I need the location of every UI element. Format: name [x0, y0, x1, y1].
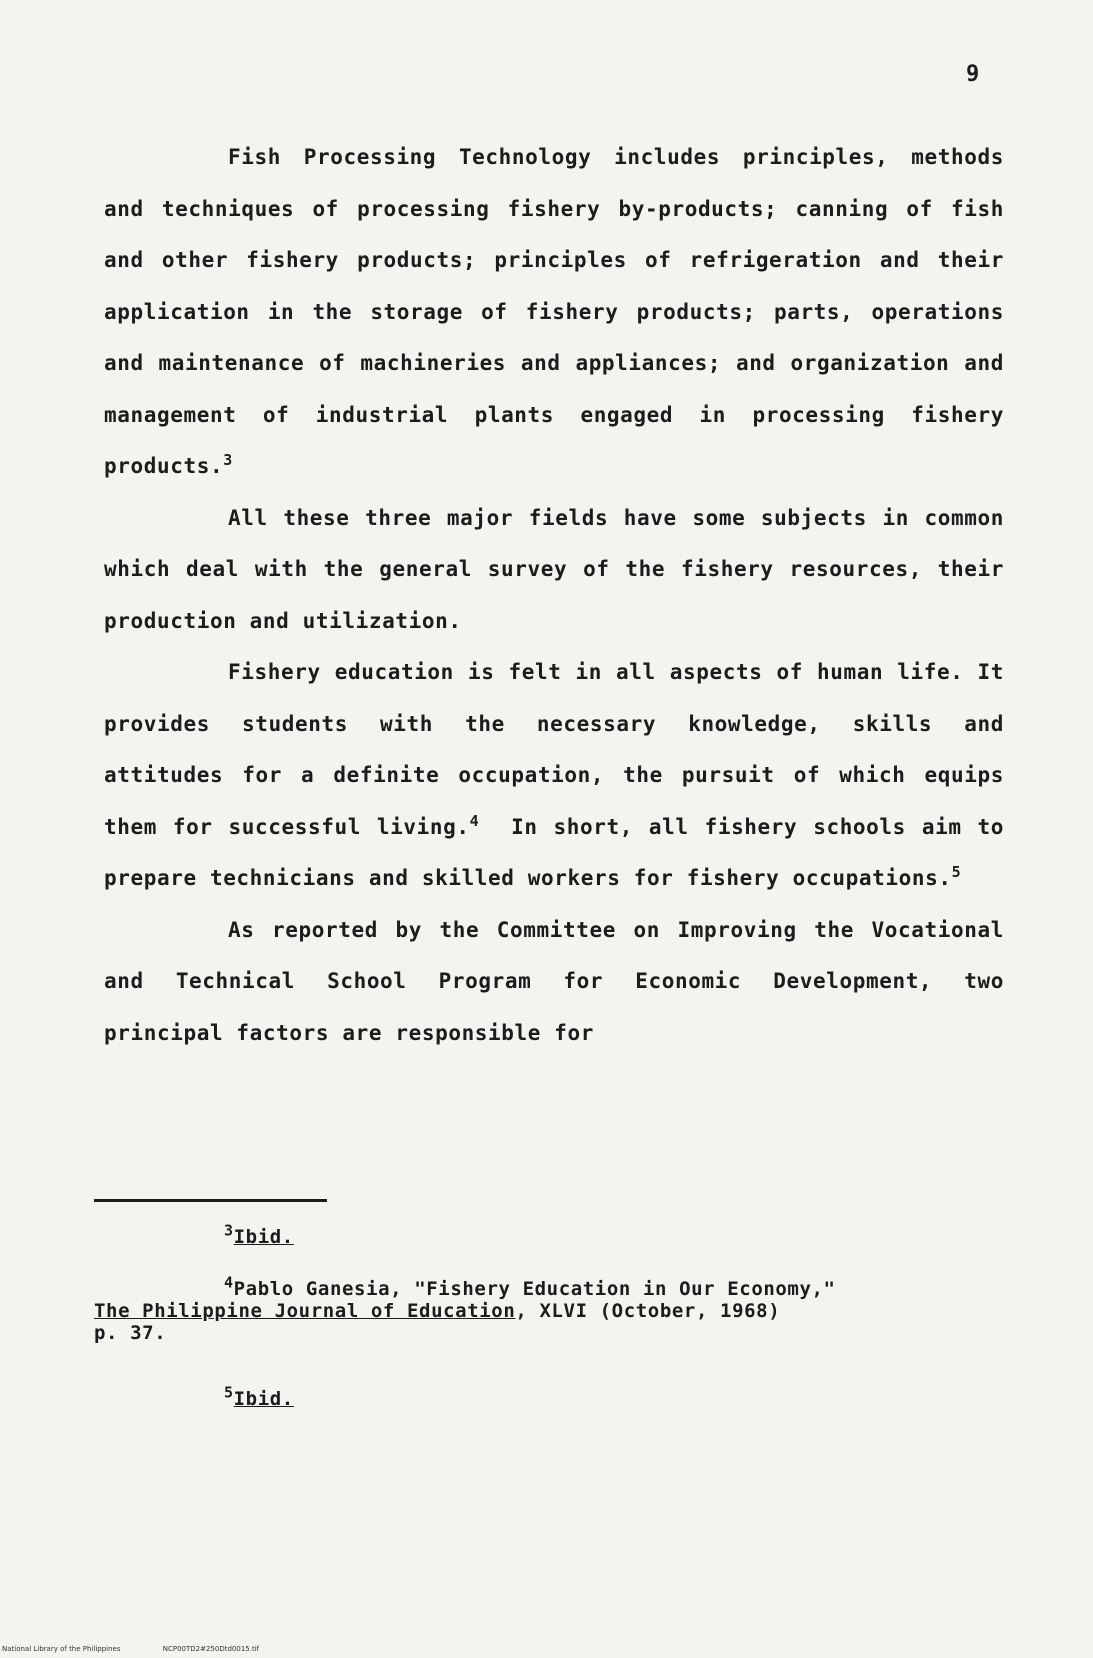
footnote-line	[94, 1273, 1014, 1300]
footnote-mark: 5	[224, 1383, 234, 1402]
paragraph-fish-processing	[104, 132, 1004, 493]
paragraph-text: All these three major fields have some subjects in common which deal with the general survey of the fishery resources, their production and utilization.	[104, 505, 1004, 633]
footnote-5	[224, 1383, 294, 1410]
footnote-author: Pablo Ganesia, "Fishery Education in Our Economy,"	[233, 1278, 836, 1300]
footnote-ref: 3	[223, 451, 233, 469]
footnote-mark: 4	[224, 1273, 234, 1292]
footnote-journal: The Philippine Journal of Education	[94, 1300, 516, 1322]
paragraph-major-fields	[104, 493, 1004, 648]
paragraph-text: Fish Processing Technology includes principles, methods and techniques of processing fishery by-products; canning of fish and other fishery products; principles of refrigeration and their application in the storage of fishery products; parts, operations and maintenance of machineries and appliances; and organization and management of industrial plants engaged in processing fishery products.	[104, 145, 1004, 478]
page-number: 9	[966, 62, 980, 87]
footer-file-id: NCP00TD2#250Dtd0015.tif	[162, 1645, 260, 1653]
footnote-details: , XLVI (October, 1968)	[515, 1300, 781, 1322]
scan-footer	[2, 1645, 299, 1653]
paragraph-text: Fishery education is felt in all aspects of human life. It provides students with the necessary knowledge, skills and attitudes for a definite occupation, the pursuit of which equips them for successful living.	[104, 660, 1004, 839]
footnote-text: Ibid.	[233, 1226, 294, 1248]
footnote-mark: 3	[224, 1221, 234, 1240]
paragraph-fishery-education	[104, 647, 1004, 905]
footnote-text: Ibid.	[233, 1388, 294, 1410]
paragraph-text: In short, all fishery schools aim to prepare technicians and skilled workers for fishery occupations.	[104, 814, 1004, 890]
paragraph-committee-report	[104, 905, 1004, 1060]
footnote-divider	[94, 1199, 327, 1202]
footnote-ref: 5	[951, 863, 962, 881]
footnote-4	[94, 1273, 1014, 1344]
footnote-line	[94, 1300, 1014, 1322]
body-text	[104, 132, 1004, 1059]
footer-library: National Library of the Philippines	[2, 1645, 121, 1653]
paragraph-text: As reported by the Committee on Improving the Vocational and Technical School Program for Economic Development, two principal factors are responsible for	[104, 917, 1004, 1045]
footnote-page: p. 37.	[94, 1322, 167, 1344]
footnote-ref: 4	[469, 811, 480, 830]
footnote-3	[224, 1221, 294, 1248]
